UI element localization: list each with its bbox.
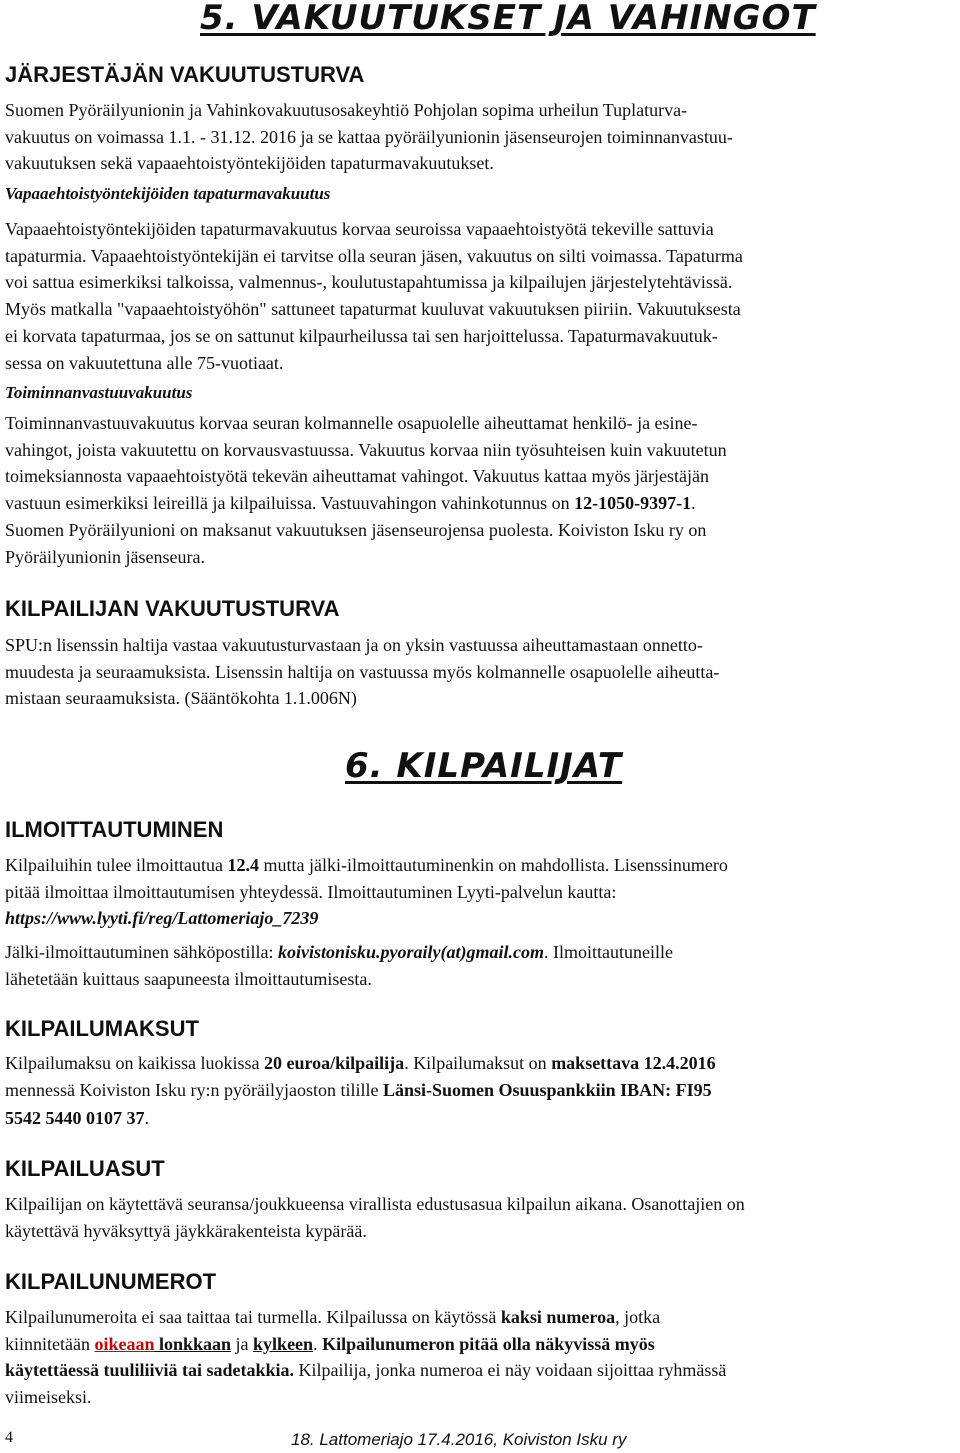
registration-paragraph [5,852,955,932]
text-segment: . [691,493,696,514]
section-6-title: 6. KILPAILIJAT [345,746,623,786]
text-line: ei korvata tapaturmaa, jos se on sattunut kilpaurheilussa tai sen harjoittelussa. Tapaturmavakuutuk- [5,325,718,346]
fees-paragraph [5,1050,955,1132]
text-line [5,852,955,879]
side-emphasis: kylkeen [253,1333,314,1354]
attire-paragraph [5,1191,955,1244]
text-line: toimeksiannosta vapaaehtoistyötä tekevän aiheuttamat vahingot. Vakuutus kattaa myös järjestäjän [5,466,709,487]
text-line: muudesta ja seuraamuksista. Lisenssin haltija on vastuussa myös kolmannelle osapuolelle aiheutta- [5,661,720,682]
registration-link[interactable]: https://www.lyyti.fi/reg/Lattomeriajo_7239 [5,908,319,929]
text-segment: Kilpailuihin tulee ilmoittautua [5,855,228,875]
text-segment: . [144,1107,149,1128]
liability-insurance-heading: Toiminnanvastuuvakuutus [5,383,193,402]
competitor-insurance-paragraph [5,632,955,712]
text-segment: . [313,1333,323,1354]
text-line: tapaturmia. Vapaaehtoistyöntekijän ei tarvitse olla seuran jäsen, vakuutus on silti voimassa. Tapaturma [5,245,743,266]
competitor-insurance-heading: KILPAILIJAN VAKUUTUSTURVA [5,596,340,621]
text-line [5,1304,955,1331]
text-segment: Jälki-ilmoittautuminen sähköpostilla: [5,942,278,962]
text-line [5,939,955,966]
volunteer-insurance-heading: Vapaaehtoistyöntekijöiden tapaturmavakuutus [5,184,331,203]
number-count: kaksi numeroa [500,1307,616,1327]
text-segment: , jotka [615,1307,661,1327]
text-segment: mennessä Koiviston Isku ry:n pyöräilyjaoston tilille [5,1080,383,1101]
liability-insurance-paragraph [5,410,955,570]
registration-date: 12.4 [227,855,259,875]
text-line [5,1050,955,1077]
text-segment: Kilpailunumeroita ei saa taittaa tai turmella. Kilpailussa on käytössä [5,1307,501,1327]
numbers-heading: KILPAILUNUMEROT [5,1269,217,1294]
damage-code: 12-1050-9397-1 [574,493,692,514]
text-line: käytettävä hyväksyttyä jäykkärakenteista kypärää. [5,1220,367,1241]
text-line: Kilpailijan on käytettävä seuransa/joukkueensa virallista edustusasua kilpailun aikana. Osanottajien on [5,1194,745,1214]
text-line [5,1331,955,1358]
text-segment: kiinnitetään [5,1333,95,1354]
organizer-insurance-heading: JÄRJESTÄJÄN VAKUUTUSTURVA [5,62,365,87]
page-footer: 18. Lattomeriajo 17.4.2016, Koiviston Isku ry [291,1430,627,1449]
right-side-emphasis: oikeaan [94,1333,155,1354]
fee-amount: 20 euroa [263,1053,331,1073]
text-segment: mutta jälki-ilmoittautuminenkin on mahdollista. Lisenssinumero [258,855,728,875]
text-line: Toiminnanvastuuvakuutus korvaa seuran kolmannelle osapuolelle aiheuttamat henkilö- ja esine- [5,413,698,433]
text-line: Pyöräilyunionin jäsenseura. [5,546,205,567]
text-segment: Kilpailumaksu on kaikissa luokissa [5,1053,264,1073]
text-segment: Kilpailija, jonka numeroa ei näy voidaan sijoittaa ryhmässä [294,1360,727,1381]
text-segment: vastuun esimerkiksi leireillä ja kilpailuissa. Vastuuvahingon vahinkotunnus on [5,493,575,514]
text-line: vahingot, joista vakuutettu on korvausvastuussa. Vakuutus korvaa niin työsuhteisen kuin vakuutetun [5,439,727,460]
text-line: SPU:n lisenssin haltija vastaa vakuutusturvastaan ja on yksin vastuussa aiheuttamastaan onnetto- [5,635,703,655]
text-line: lähetetään kuittaus saapuneesta ilmoittautumisesta. [5,968,372,989]
text-line: Suomen Pyöräilyunioni on maksanut vakuutuksen jäsenseurojensa puolesta. Koiviston Isku ry on [5,519,707,540]
visibility-rule: Kilpailunumeron pitää olla näkyvissä myös [322,1333,655,1354]
visibility-rule: käytettäessä tuuliliiviä tai sadetakkia. [5,1360,295,1381]
organizer-intro-paragraph [5,97,955,177]
numbers-paragraph [5,1304,955,1411]
text-line: pitää ilmoittaa ilmoittautumisen yhteydessä. Ilmoittautuminen Lyyti-palvelun kautta: [5,881,617,902]
text-line: mistaan seuraamuksista. (Sääntökohta 1.1.006N) [5,688,357,709]
bank-account: Länsi-Suomen Osuuspankkiin IBAN: FI95 [382,1080,712,1101]
registration-email[interactable]: koivistonisku.pyoraily(at)gmail.com [277,942,544,962]
section-5-title: 5. VAKUUTUKSET JA VAHINGOT [200,0,816,38]
text-line: Myös matkalla "vapaaehtoistyöhön" sattuneet tapaturmat kuuluvat vakuutuksen piiriin. Vakuutuksesta [5,299,741,320]
text-line: vakuutuksen sekä vapaaehtoistyöntekijöiden tapaturmavakuutukset. [5,153,494,174]
fee-deadline: maksettava 12.4.2016 [551,1053,716,1073]
bank-account-number: 5542 5440 0107 37 [5,1107,145,1128]
text-line: Vapaaehtoistyöntekijöiden tapaturmavakuutus korvaa seuroissa vapaaehtoistyötä tekeville sattuvia [5,219,714,239]
text-segment: . Ilmoittautuneille [543,942,673,962]
text-line [5,490,955,517]
text-line: viimeiseksi. [5,1387,92,1408]
late-registration-paragraph [5,939,955,992]
text-line: vakuutus on voimassa 1.1. - 31.12. 2016 ja se kattaa pyöräilyunionin jäsenseurojen toiminnanvastuu- [5,126,733,147]
text-line: sessa on vakuutettuna alle 75-vuotiaat. [5,352,284,373]
page-number: 4 [5,1429,13,1446]
text-line [5,1357,955,1384]
attire-heading: KILPAILUASUT [5,1156,165,1181]
text-segment: . Kilpailumaksut on [404,1053,552,1073]
text-segment: ja [231,1333,254,1354]
volunteer-insurance-paragraph [5,216,955,376]
text-line [5,1077,955,1104]
fees-heading: KILPAILUMAKSUT [5,1016,199,1041]
hip-emphasis: lonkkaan [159,1333,232,1354]
text-line: voi sattua esimerkiksi talkoissa, valmennus-, koulutustapahtumissa ja kilpailujen järjestelytehtävissä. [5,272,733,293]
text-line: Suomen Pyöräilyunionin ja Vahinkovakuutusosakeyhtiö Pohjolan sopima urheilun Tuplaturva- [5,100,688,120]
registration-heading: ILMOITTAUTUMINEN [5,817,224,842]
text-line [5,1105,955,1132]
fee-unit: /kilpailija [330,1053,405,1073]
